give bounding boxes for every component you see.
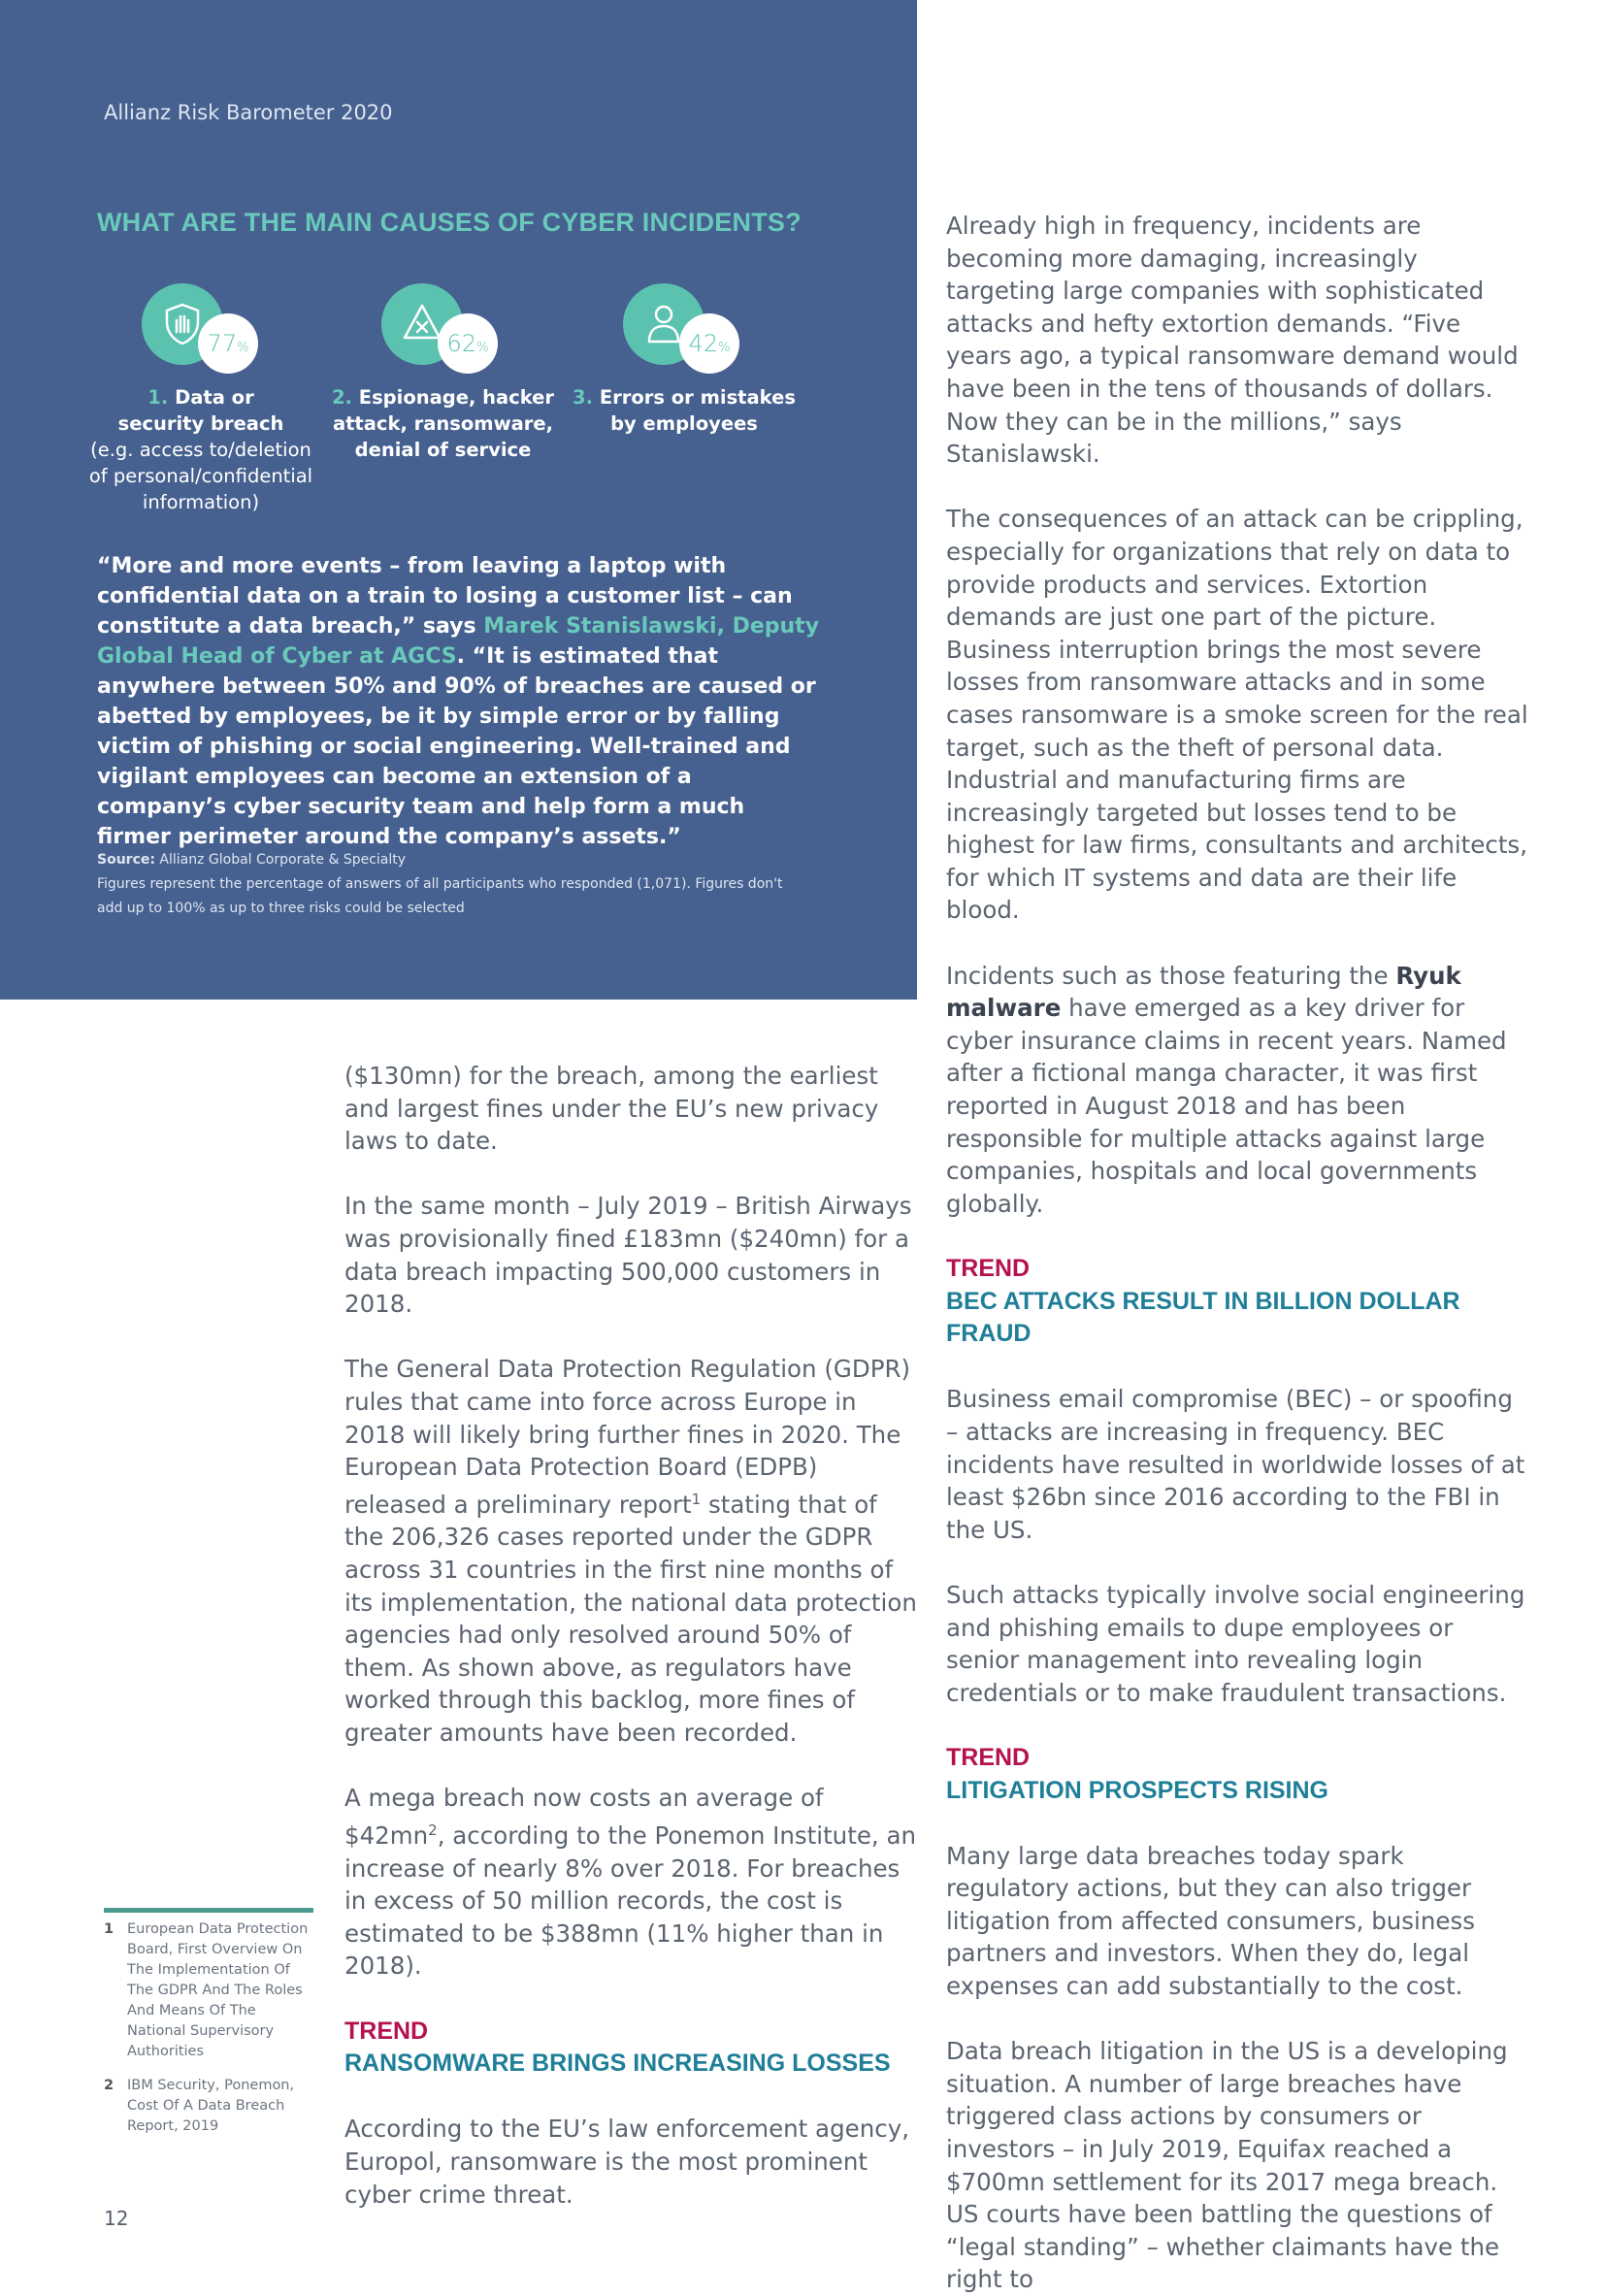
paragraph: A mega breach now costs an average of $\$42mn^2$, according to the Ponemon Institute, an increase of nearly 8% over 2018. For breaches in excess of 50 million records, the cost is estimated to be $388mn (11% higher than in 2018).: [344, 1784, 917, 1981]
percentage-badge-1: 77 %: [198, 313, 258, 374]
percentage-badge-3: 42 %: [679, 313, 739, 374]
quote-attribution: Marek Stanislawski, Deputy Global Head of Cyber at AGCS: [97, 614, 820, 669]
ryuk-malware-term: Ryuk malware: [946, 961, 1461, 1023]
footnote-divider: [104, 1908, 313, 1913]
page-number: 12: [104, 2207, 129, 2230]
cause-label-2: 2. Espionage, hacker attack, ransomware, denial of service: [331, 386, 555, 461]
footnote-item: 2 IBM Security, Ponemon, Cost Of A Data Breach Report, 2019: [104, 2078, 295, 2134]
footnote-ref: 1: [691, 1490, 702, 1508]
pull-quote: “More and more events – from leaving a laptop with confidential data on a train to losing a customer list – can constitute a data breach,” says Marek Stanislawski, Deputy Global Head of Cyber at AGCS. “It is estimated that anywhere between 50% and 90% of breaches are caused or abetted by employees, be it by simple error or by falling victim of phishing or social engineering. Well-trained and vigilant employees can become an extension of a company’s cyber security team and help form a much firmer perimeter around the company’s assets.”: [97, 554, 820, 849]
trend-tag: TREND: [344, 2017, 429, 2045]
section-heading: RANSOMWARE BRINGS INCREASING LOSSES: [344, 2050, 891, 2078]
paragraph: In the same month – July 2019 – British Airways was provisionally fined £183mn ($240mn) for a data breach impacting 500,000 customers in 2018.: [344, 1192, 912, 1319]
panel-heading: WHAT ARE THE MAIN CAUSES OF CYBER INCIDENTS?: [97, 208, 802, 237]
paragraph: Already high in frequency, incidents are becoming more damaging, increasingly targeting large companies with sophisticated attacks and hefty extortion demands. “Five years ago, a typical ransomware demand would have been in the tens of thousands of dollars. Now they can be in the millions,” says Stanislawski.: [946, 212, 1519, 469]
paragraph: Business email compromise (BEC) – or spoofing – attacks are increasing in frequency. BEC incidents have resulted in worldwide losses of at least $26bn since 2016 according to the FBI in the US.: [946, 1385, 1525, 1544]
source-note: Source: Allianz Global Corporate & Specialty Figures represent the percentage of answers of all participants who responded (1,071). Figures don't add up to 100% as up to three risks could be selected: [97, 852, 783, 916]
right-column: [946, 210, 1528, 2296]
trend-tag: TREND: [946, 1743, 1031, 1771]
footnote-ref: 2: [428, 1820, 438, 1839]
percentage-badge-2: 62 %: [438, 313, 498, 374]
figures-note: Figures represent the percentage of answers of all participants who responded (1,071). Figures don't add up to 100% as up to three risks could be selected: [97, 876, 783, 916]
paragraph: Data breach litigation in the US is a developing situation. A number of large breaches have triggered class actions by consumers or investors – in July 2019, Equifax reached a $700mn settlement for its 2017 mega breach. US courts have been battling the questions of “legal standing” – whether claimants have the right to: [946, 2037, 1508, 2294]
publication-title: Allianz Risk Barometer 2020: [104, 101, 393, 124]
section-heading: BEC ATTACKS RESULT IN BILLION DOLLAR FRAUD: [946, 1287, 1460, 1348]
cause-label-3: 3. Errors or mistakes by employees: [573, 386, 796, 435]
trend-tag: TREND: [946, 1255, 1031, 1282]
footnotes: [104, 1919, 317, 2150]
paragraph: Such attacks typically involve social engineering and phishing emails to dupe employees or senior management into revealing login credentials or to make fraudulent transactions.: [946, 1580, 1525, 1707]
section-heading: LITIGATION PROSPECTS RISING: [946, 1776, 1329, 1804]
cause-label-1: 1. Data or security breach (e.g. access to/deletion of personal/confidential information): [88, 386, 313, 513]
paragraph: Incidents such as those featuring the Ryuk malware have emerged as a key driver for cyber insurance claims in recent years. Named after a fictional manga character, it was first reported in August 2018 and has been responsible for multiple attacks against large companies, hospitals and local governments globally.: [946, 961, 1507, 1218]
left-column: [344, 1060, 917, 2211]
paragraph: ($130mn) for the breach, among the earliest and largest fines under the EU’s new privacy laws to date.: [344, 1062, 879, 1156]
footnote-item: 1 European Data Protection Board, First Overview On The Implementation Of The GDPR And The Roles And Means Of The National Supervisory Authorities: [104, 1921, 309, 2059]
paragraph: The General Data Protection Regulation (GDPR) rules that came into force across Europe in 2018 will likely bring further fines in 2020. The European Data Protection Board (EDPB) released a preliminary report$^1$ stating that of the 206,326 cases reported under the GDPR across 31 countries in the first nine months of its implementation, the national data protection agencies had only resolved around 50% of them. As shown above, as regulators have worked through this backlog, more fines of greater amounts have been recorded.: [344, 1355, 917, 1748]
paragraph: The consequences of an attack can be crippling, especially for organizations that rely on data to provide products and services. Extortion demands are just one part of the picture. Business interruption brings the most severe losses from ransomware attacks and in some cases ransomware is a smoke screen for the real target, such as the theft of personal data. Industrial and manufacturing firms are increasingly targeted but losses tend to be highest for law firms, consultants and architects, for which IT systems and data are their life blood.: [946, 505, 1528, 925]
paragraph: Many large data breaches today spark regulatory actions, but they can also trigger litigation from affected consumers, business partners and investors. When they do, legal expenses can add substantially to the cost.: [946, 1841, 1475, 2001]
infographic-panel: [0, 0, 917, 1000]
paragraph: According to the EU’s law enforcement agency, Europol, ransomware is the most prominent cyber crime threat.: [344, 2115, 909, 2209]
